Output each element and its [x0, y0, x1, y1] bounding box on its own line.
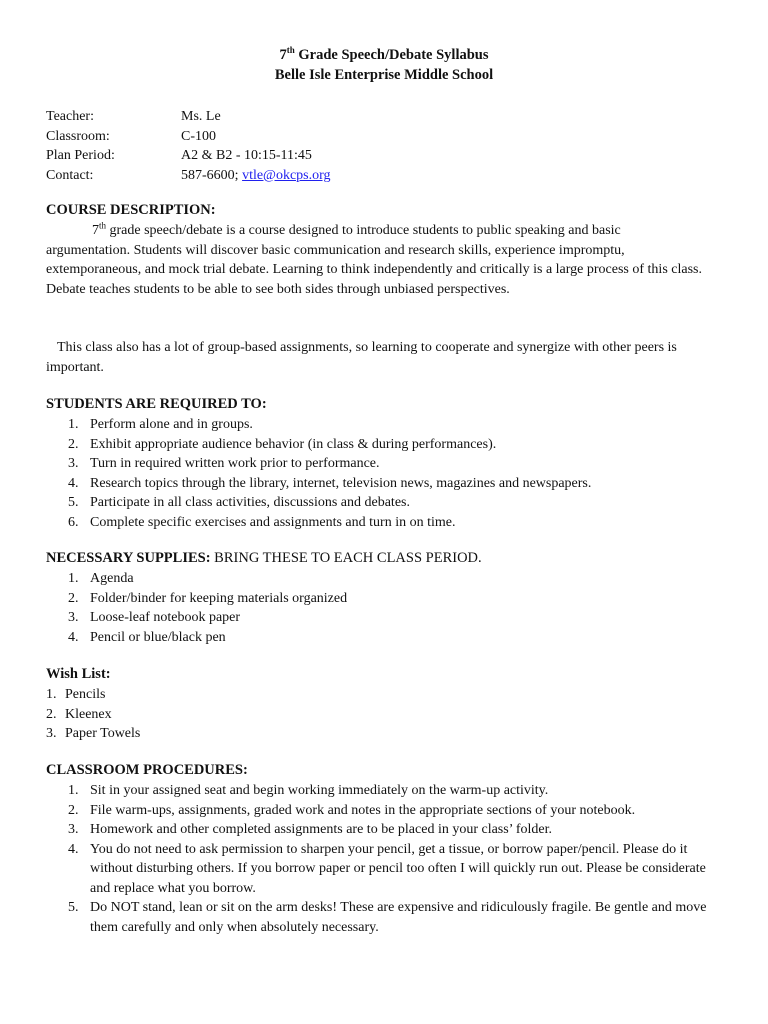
- requirement-text: Research topics through the library, internet, television news, magazines and newspapers.: [90, 475, 592, 491]
- supply-text: Agenda: [90, 571, 134, 586]
- procedure-text: You do not need to ask permission to sharpen your pencil, get a tissue, or borrow paper/pencil. Please do it without disturbing others. If you borrow paper or pencil too often I will quickly run out. Please be considerate and replace what you borrow.: [90, 841, 706, 896]
- requirement-text: Perform alone and in groups.: [90, 417, 253, 432]
- wish-list-heading: Wish List:: [46, 666, 111, 682]
- group-work-paragraph: This class also has a lot of group-based assignments, so learning to cooperate and synergize with other peers is important.: [46, 340, 677, 375]
- supply-text: Loose-leaf notebook paper: [90, 610, 241, 625]
- requirement-text: Complete specific exercises and assignments and turn in on time.: [90, 514, 456, 530]
- info-row-contact: [46, 166, 331, 186]
- title-text: Grade Speech/Debate Syllabus: [294, 47, 489, 63]
- info-row-teacher: [46, 107, 331, 127]
- supplies-list: [68, 569, 728, 647]
- list-item: 3. Loose-leaf notebook paper: [68, 610, 241, 625]
- wish-list: [46, 685, 706, 744]
- info-value: 587-6600;: [181, 167, 243, 183]
- info-row-plan-period: [46, 146, 331, 166]
- list-item: 4. Research topics through the library, internet, television news, magazines and newspapers.: [68, 475, 592, 491]
- list-item: 5. Participate in all class activities, discussions and debates.: [68, 495, 410, 510]
- list-item: 2. Folder/binder for keeping materials organized: [68, 590, 348, 606]
- requirement-text: Turn in required written work prior to performance.: [90, 456, 380, 471]
- requirement-text: Exhibit appropriate audience behavior (in class & during performances).: [90, 436, 497, 452]
- list-item: 2. File warm-ups, assignments, graded work and notes in the appropriate sections of your notebook.: [68, 802, 636, 818]
- list-item: 3. Homework and other completed assignments are to be placed in your class’ folder.: [68, 822, 552, 837]
- course-description-paragraph: [46, 221, 706, 299]
- info-label: Plan Period:: [46, 148, 115, 163]
- info-value: Ms. Le: [181, 109, 221, 124]
- procedures-list: [68, 781, 728, 937]
- supply-text: Folder/binder for keeping materials organized: [90, 590, 348, 606]
- supply-text: Pencil or blue/black pen: [90, 629, 226, 645]
- title-grade-superscript: th: [286, 45, 295, 56]
- supplies-heading: [46, 550, 482, 567]
- wish-item-text: Paper Towels: [65, 726, 141, 741]
- info-value: A2 & B2 - 10:15-11:45: [181, 148, 312, 163]
- procedure-text: File warm-ups, assignments, graded work and notes in the appropriate sections of your notebook.: [90, 802, 636, 818]
- list-item: 1. Sit in your assigned seat and begin working immediately on the warm-up activity.: [68, 783, 549, 798]
- description-grade-superscript: th: [99, 220, 107, 231]
- wish-item-text: Pencils: [65, 687, 106, 702]
- list-item: 3. Paper Towels: [46, 726, 141, 741]
- list-item: 3. Turn in required written work prior to performance.: [68, 456, 380, 471]
- list-item: 1. Perform alone and in groups.: [68, 417, 253, 432]
- list-item: 2. Exhibit appropriate audience behavior (in class & during performances).: [68, 436, 497, 452]
- supplies-subheading: BRING THESE TO EACH CLASS PERIOD.: [210, 550, 482, 566]
- document-title: [0, 47, 768, 64]
- info-label: Classroom:: [46, 128, 110, 144]
- course-description-heading: COURSE DESCRIPTION:: [46, 202, 216, 218]
- supplies-heading-label: NECESSARY SUPPLIES:: [46, 550, 211, 566]
- description-text: grade speech/debate is a course designed to introduce students to public speaking and basic argumentation. Students will discover basic communication and research skills, experience impromptu, extemporaneous, and mock trial debate. Learning to think independently and critically is a large process of this class. Debate teaches students to be able to see both sides through unbiased perspectives.: [46, 223, 702, 297]
- info-label: Teacher:: [46, 109, 94, 124]
- info-label: Contact:: [46, 167, 94, 183]
- school-name: Belle Isle Enterprise Middle School: [274, 67, 494, 83]
- wish-item-text: Kleenex: [65, 706, 112, 722]
- list-item: 2. Kleenex: [46, 706, 112, 722]
- list-item: 1. Pencils: [46, 687, 106, 702]
- teacher-info: [46, 107, 331, 185]
- list-item: 6. Complete specific exercises and assignments and turn in on time.: [68, 514, 456, 530]
- requirements-list: [68, 415, 728, 532]
- title-grade-number: 7: [279, 47, 287, 63]
- procedure-text: Do NOT stand, lean or sit on the arm desks! These are expensive and ridiculously fragile. Be gentle and move them carefully and only when absolutely necessary.: [90, 900, 707, 935]
- info-value: C-100: [181, 128, 216, 144]
- list-item: 5. Do NOT stand, lean or sit on the arm desks! These are expensive and ridiculously fragile. Be gentle and move them carefully and only when absolutely necessary.: [68, 900, 707, 935]
- requirements-heading: STUDENTS ARE REQUIRED TO:: [46, 396, 267, 412]
- list-item: 1. Agenda: [68, 571, 134, 586]
- description-grade-number: 7: [92, 223, 99, 238]
- list-item: 4. Pencil or blue/black pen: [68, 629, 226, 645]
- procedure-text: Homework and other completed assignments are to be placed in your class’ folder.: [90, 822, 552, 837]
- list-item: 4. You do not need to ask permission to sharpen your pencil, get a tissue, or borrow paper/pencil. Please do it without disturbing others. If you borrow paper or pencil too often I will quickly run out. Please be considerate and replace what you borrow.: [68, 841, 706, 896]
- requirement-text: Participate in all class activities, discussions and debates.: [90, 495, 410, 510]
- info-row-classroom: [46, 127, 331, 147]
- procedure-text: Sit in your assigned seat and begin working immediately on the warm-up activity.: [90, 783, 549, 798]
- procedures-heading: CLASSROOM PROCEDURES:: [46, 762, 248, 778]
- email-link[interactable]: vtle@okcps.org: [242, 167, 331, 183]
